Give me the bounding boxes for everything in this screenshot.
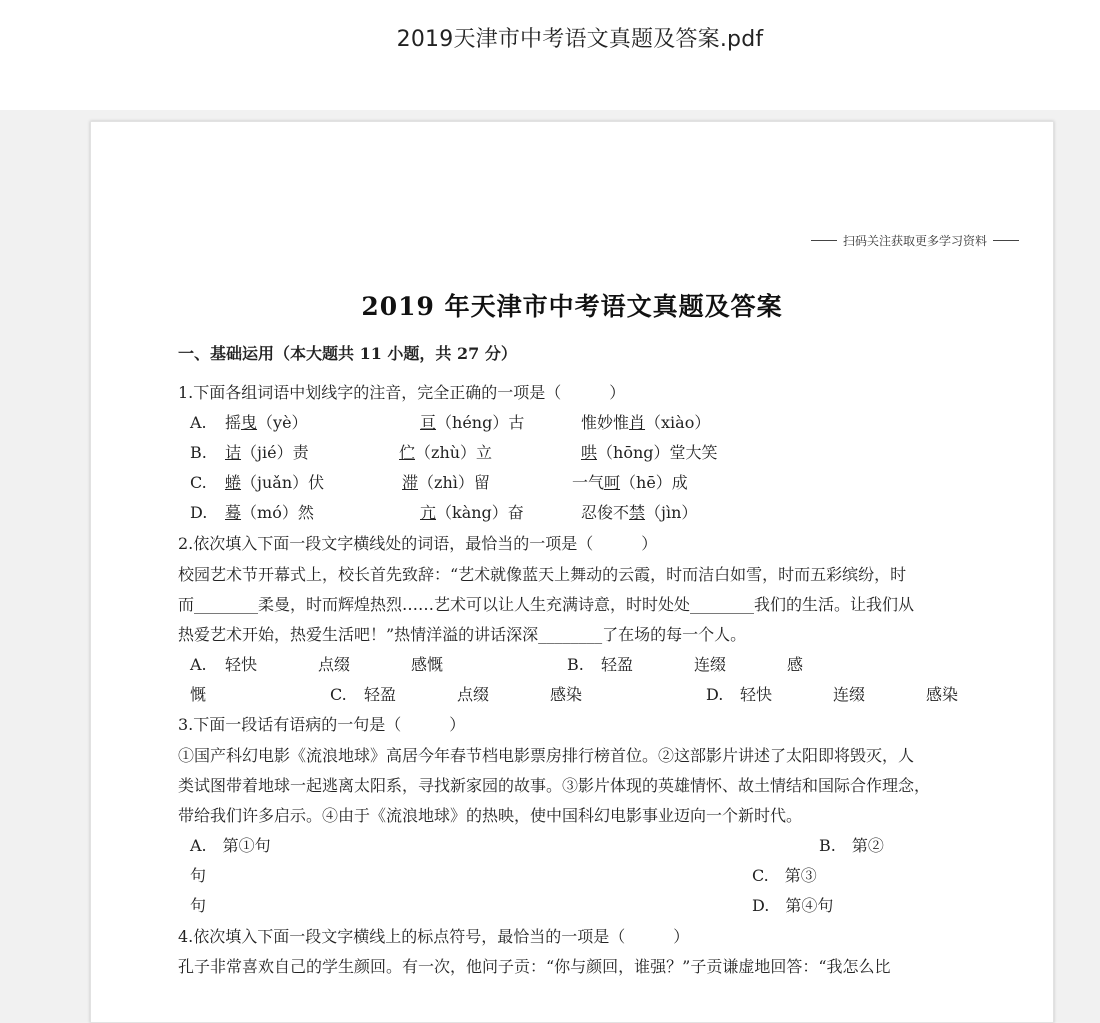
pdf-page: 扫码关注获取更多学习资料 2019 年天津市中考语文真题及答案 一、基础运用（本大题共 11 小题，共 27 分） 1.下面各组词语中划线字的注音，完全正确的一项是（ ） A. 摇曳（yè） 亘（héng）古 惟妙惟肖（xiào） B. 诘（jié）责 伫（zhù）立 哄（hōng）堂大笑 C. 蜷（juǎn）伏 滞（zhì）留 一气呵（hē）成 D. 蓦（mó）然 亢（kàng）奋 忍俊不禁（jìn） 2.依次填入下面一段文字横线处的词语，最恰当的一项是（ ） 校园艺术节开幕式上，校长首先致辞：“艺术就像蓝天上舞动的云霞，时而洁白如雪，时而五彩缤纷，时 而________柔曼，时而辉煌热烈……艺术可以让人生充满诗意，时时处处________我们的生活。让我们从 热爱艺术开始，热爱生活吧！”热情洋溢的讲话深深________了在场的每一个人。 A. 轻快 点缀 感慨 B. 轻盈 连缀 感 慨 C. 轻盈 点缀 感染 D. 轻快 连缀 感染 3.下面一段话有语病的一句是（ ） ①国产科幻电影《流浪地球》高居今年春节档电影票房排行榜首位。②这部影片讲述了太阳即将毁灭，人 类试图带着地球一起逃离太阳系，寻找新家园的故事。③影片体现的英雄情怀、故土情结和国际合作理念， 带给我们许多启示。④由于《流浪地球》的热映，使中国科幻电影事业迈向一个新时代。 A. 第①句 B. 第② 句 C. 第③ 句 D. 第④句 4.依次填入下面一段文字横线上的标点符号，最恰当的一项是（ ） 孔子非常喜欢自己的学生颜回。有一次，他问子贡：“你与颜回，谁强？”子贡谦虚地回答：“我怎么比 (90, 121, 1054, 1023)
banner-rule-right (993, 240, 1019, 241)
q1-a-word2: 亘（héng）古 (420, 413, 525, 432)
banner-text: 扫码关注获取更多学习资料 (842, 234, 987, 248)
q1-b-word1: 诘（jié）责 (225, 443, 309, 462)
option-label: C. (190, 473, 207, 492)
q2-passage-line2: 而________柔曼，时而辉煌热烈……艺术可以让人生充满诗意，时时处处________我们的生活。让我们从 (178, 595, 915, 614)
q1-c-word1: 蜷（juǎn）伏 (225, 473, 325, 492)
q1-c-word3: 一气呵（hē）成 (572, 473, 688, 492)
q3-passage-line1: ①国产科幻电影《流浪地球》高居今年春节档电影票房排行榜首位。②这部影片讲述了太阳即将毁灭，人 (178, 746, 915, 765)
q2-stem: 2.依次填入下面一段文字横线处的词语，最恰当的一项是（ ） (178, 534, 658, 553)
q3-stem: 3.下面一段话有语病的一句是（ ） (178, 715, 466, 734)
q4-stem: 4.依次填入下面一段文字横线上的标点符号，最恰当的一项是（ ） (178, 927, 690, 946)
q4-passage-line1: 孔子非常喜欢自己的学生颜回。有一次，他问子贡：“你与颜回，谁强？”子贡谦虚地回答：“我怎么比 (178, 957, 891, 976)
file-title: 2019天津市中考语文真题及答案.pdf (396, 27, 764, 52)
q3-option-d: D. 第④句 (752, 896, 834, 915)
section-heading: 一、基础运用（本大题共 11 小题，共 27 分） (178, 344, 517, 363)
document-title: 2019 年天津市中考语文真题及答案 (361, 292, 783, 321)
q3-option-c: C. 第③ (752, 866, 817, 885)
option-label: B. (190, 443, 207, 462)
q1-a-word1: 摇曳（yè） (225, 413, 308, 432)
q1-d-word1: 蓦（mó）然 (225, 503, 314, 522)
q1-d-word2: 亢（kàng）奋 (420, 503, 524, 522)
option-label: D. (190, 503, 208, 522)
qr-banner (805, 232, 1025, 249)
q1-b-word3: 哄（hōng）堂大笑 (581, 443, 718, 462)
q1-d-word3: 忍俊不禁（jìn） (581, 503, 698, 522)
q2-passage-line3: 热爱艺术开始，热爱生活吧！”热情洋溢的讲话深深________了在场的每一个人。 (178, 625, 747, 644)
q1-b-word2: 伫（zhù）立 (399, 443, 493, 462)
viewer-header (0, 0, 1100, 110)
option-label: A. (190, 413, 207, 432)
q1-c-word2: 滞（zhì）留 (402, 473, 490, 492)
q1-stem: 1.下面各组词语中划线字的注音，完全正确的一项是（ ） (178, 383, 626, 402)
q3-option-b: B. 第② (819, 836, 884, 855)
q3-option-a: A. 第①句 (190, 836, 271, 855)
q1-a-word3: 惟妙惟肖（xiào） (581, 413, 711, 432)
banner-rule-left (811, 240, 837, 241)
q2-passage-line1: 校园艺术节开幕式上，校长首先致辞：“艺术就像蓝天上舞动的云霞，时而洁白如雪，时而五彩缤纷，时 (178, 565, 907, 584)
q3-passage-line3: 带给我们许多启示。④由于《流浪地球》的热映，使中国科幻电影事业迈向一个新时代。 (178, 806, 803, 825)
q3-passage-line2: 类试图带着地球一起逃离太阳系，寻找新家园的故事。③影片体现的英雄情怀、故土情结和国际合作理念， (178, 776, 931, 795)
